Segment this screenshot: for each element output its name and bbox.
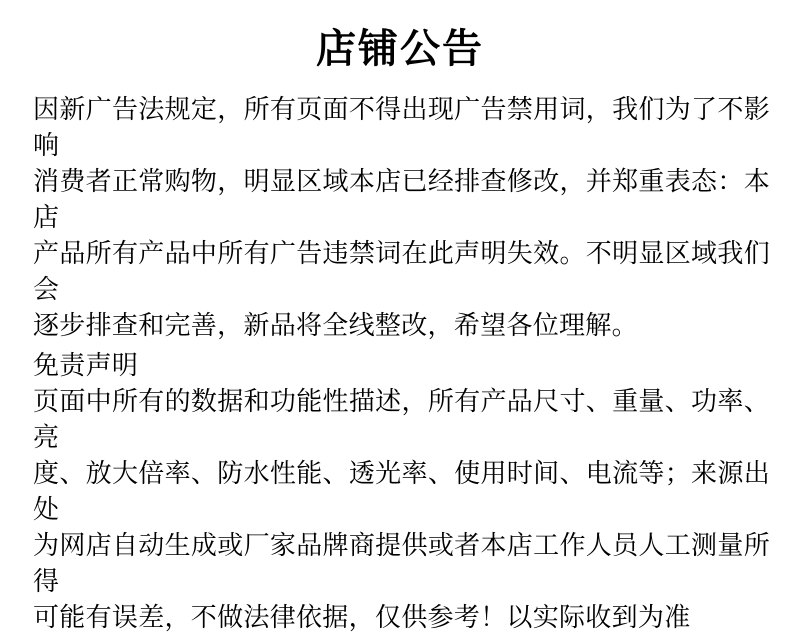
page-title: 店铺公告 <box>316 27 484 71</box>
disclaimer-line: 度、放大倍率、防水性能、透光率、使用时间、电流等；来源出处 <box>33 458 770 524</box>
disclaimer-section <box>0 347 800 635</box>
disclaimer-heading: 免责声明 <box>33 350 139 380</box>
announcement-paragraph <box>0 91 800 343</box>
announcement-line: 逐步排查和完善，新品将全线整改，希望各位理解。 <box>33 310 638 340</box>
announcement-line: 消费者正常购物，明显区域本店已经排查修改，并郑重表态：本店 <box>33 166 770 232</box>
disclaimer-line: 为网店自动生成或厂家品牌商提供或者本店工作人员人工测量所得 <box>33 530 770 596</box>
disclaimer-line: 可能有误差，不做法律依据，仅供参考！以实际收到为准 <box>33 602 691 632</box>
announcement-line: 因新广告法规定，所有页面不得出现广告禁用词，我们为了不影响 <box>33 94 770 160</box>
disclaimer-line: 页面中所有的数据和功能性描述，所有产品尺寸、重量、功率、亮 <box>33 386 770 452</box>
announcement-line: 产品所有产品中所有广告违禁词在此声明失效。不明显区域我们会 <box>33 238 770 304</box>
